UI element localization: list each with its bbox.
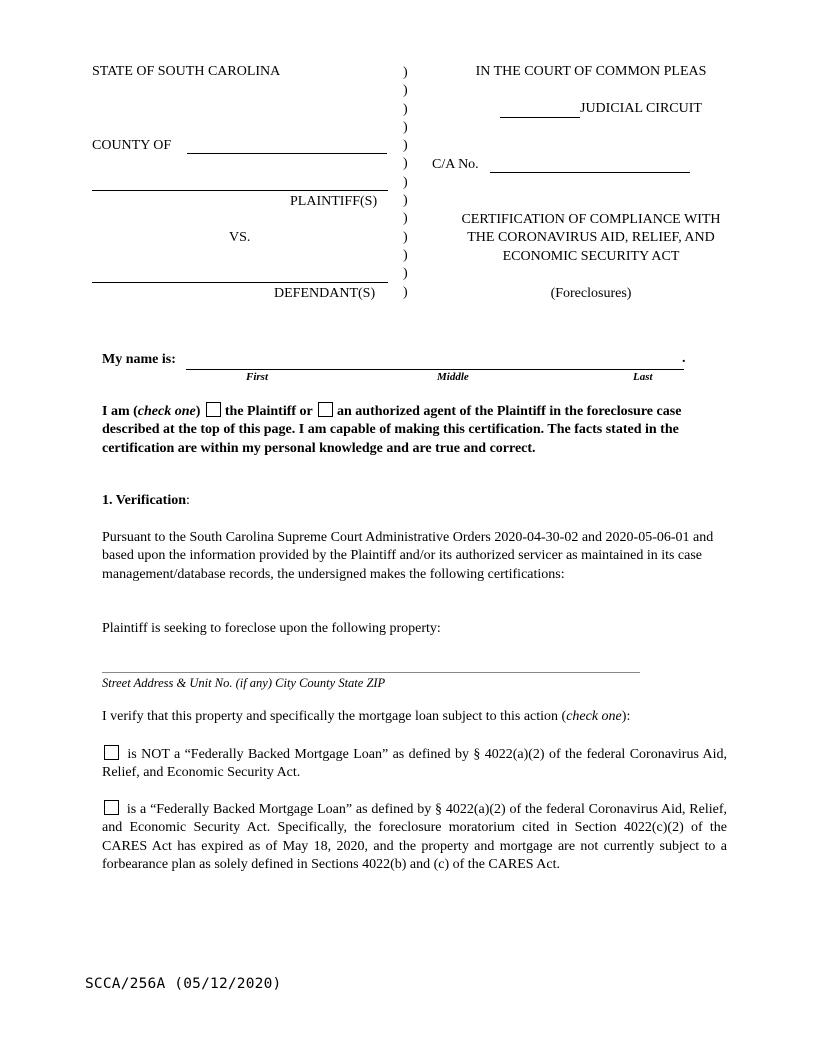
court-name: IN THE COURT OF COMMON PLEAS bbox=[475, 64, 707, 79]
state-label: STATE OF SOUTH CAROLINA bbox=[92, 64, 281, 79]
federally-backed-checkbox[interactable] bbox=[104, 800, 119, 815]
circuit-field[interactable] bbox=[500, 117, 580, 118]
property-intro: Plaintiff is seeking to foreclose upon the following property: bbox=[102, 621, 441, 636]
iam-intro: I am ( bbox=[102, 404, 138, 419]
paren: ) bbox=[403, 266, 408, 282]
middle-name-caption: Middle bbox=[437, 371, 469, 383]
verification-heading bbox=[102, 493, 190, 509]
verify-statement bbox=[102, 709, 630, 725]
paren: ) bbox=[403, 156, 408, 172]
paren: ) bbox=[403, 284, 408, 300]
paren: ) bbox=[403, 174, 408, 190]
form-id: SCCA/256A (05/12/2020) bbox=[85, 976, 282, 992]
paren: ) bbox=[403, 229, 408, 245]
ca-number-label: C/A No. bbox=[432, 157, 479, 172]
plaintiff-checkbox[interactable] bbox=[206, 402, 221, 417]
caption-divider bbox=[403, 64, 411, 302]
agent-option-label: an authorized agent of the Plaintiff in the foreclosure bbox=[337, 404, 654, 419]
title-line: CERTIFICATION OF COMPLIANCE WITH bbox=[461, 212, 721, 227]
option-is-text: is a “Federally Backed Mortgage Loan” as defined by § 4022(a)(2) of the federal Coronavirus Aid, Relief, and Economic Security Act. Specifically, the foreclosure moratorium cited in Section 4022(c)(2) of the CARES Act has expired as of May 18, 2020, and the property and mortgage are not currently subject to a forbearance plan as solely defined in Sections 4022(b) and (c) of the CARES Act. bbox=[102, 802, 728, 873]
plaintiff-name-field[interactable] bbox=[92, 190, 388, 191]
name-field[interactable] bbox=[186, 369, 684, 370]
ca-number-field[interactable] bbox=[490, 172, 690, 173]
iam-close: ) bbox=[195, 404, 201, 419]
agent-checkbox[interactable] bbox=[318, 402, 333, 417]
paren: ) bbox=[403, 193, 408, 209]
paren: ) bbox=[403, 247, 408, 263]
document-subtitle: (Foreclosures) bbox=[550, 286, 632, 301]
defendant-name-field[interactable] bbox=[92, 282, 388, 283]
plaintiff-option-label: the Plaintiff or bbox=[224, 404, 313, 419]
title-line: THE CORONAVIRUS AID, RELIEF, AND bbox=[467, 230, 715, 246]
verify-text: I verify that this property and specifically the mortgage loan subject to this action ( bbox=[102, 709, 567, 724]
paren: ) bbox=[403, 65, 408, 80]
name-label: My name is: bbox=[102, 352, 176, 367]
document-title bbox=[441, 211, 741, 266]
circuit-label: JUDICIAL CIRCUIT bbox=[580, 101, 702, 116]
option-federally-backed bbox=[102, 800, 727, 875]
county-label: COUNTY OF bbox=[92, 138, 172, 153]
paren: ) bbox=[403, 119, 408, 135]
verification-heading-colon: : bbox=[186, 493, 190, 508]
property-address-field[interactable] bbox=[102, 672, 640, 673]
option-not-text: is NOT a “Federally Backed Mortgage Loan” as defined by § 4022(a)(2) of the federal Coronavirus Aid, Relief, and Economic Security Act. bbox=[102, 747, 728, 781]
verify-check-one: check one bbox=[566, 709, 622, 724]
plaintiff-label: PLAINTIFF(S) bbox=[290, 194, 378, 209]
iam-check-one: check one bbox=[137, 404, 196, 419]
not-federally-backed-checkbox[interactable] bbox=[104, 745, 119, 760]
name-period: . bbox=[682, 351, 686, 366]
paren: ) bbox=[403, 83, 408, 99]
vs-label: VS. bbox=[229, 230, 251, 245]
option-not-federally-backed bbox=[102, 745, 727, 783]
defendant-label: DEFENDANT(S) bbox=[274, 286, 376, 301]
verify-close: ): bbox=[621, 709, 631, 724]
address-caption: Street Address & Unit No. (if any) City County State ZIP bbox=[102, 676, 386, 690]
paren: ) bbox=[403, 101, 408, 117]
county-field[interactable] bbox=[187, 153, 387, 154]
iam-rest: case described at the top of this page. I am capable of making this certification. The facts stated in the certification are within my personal knowledge and are true and correct. bbox=[102, 404, 682, 456]
title-line: ECONOMIC SECURITY ACT bbox=[502, 248, 680, 264]
paren: ) bbox=[403, 138, 408, 154]
iam-paragraph bbox=[102, 402, 727, 458]
verification-paragraph: Pursuant to the South Carolina Supreme Court Administrative Orders 2020-04-30-02 and 2020-05-06-01 and based upon the information provided by the Plaintiff and/or its authorized servicer as maintained in its case management/database records, the undersigned makes the following certifications: bbox=[102, 530, 714, 582]
first-name-caption: First bbox=[246, 371, 269, 383]
last-name-caption: Last bbox=[633, 371, 653, 383]
verification-heading-text: 1. Verification bbox=[102, 493, 186, 508]
paren: ) bbox=[403, 211, 408, 227]
